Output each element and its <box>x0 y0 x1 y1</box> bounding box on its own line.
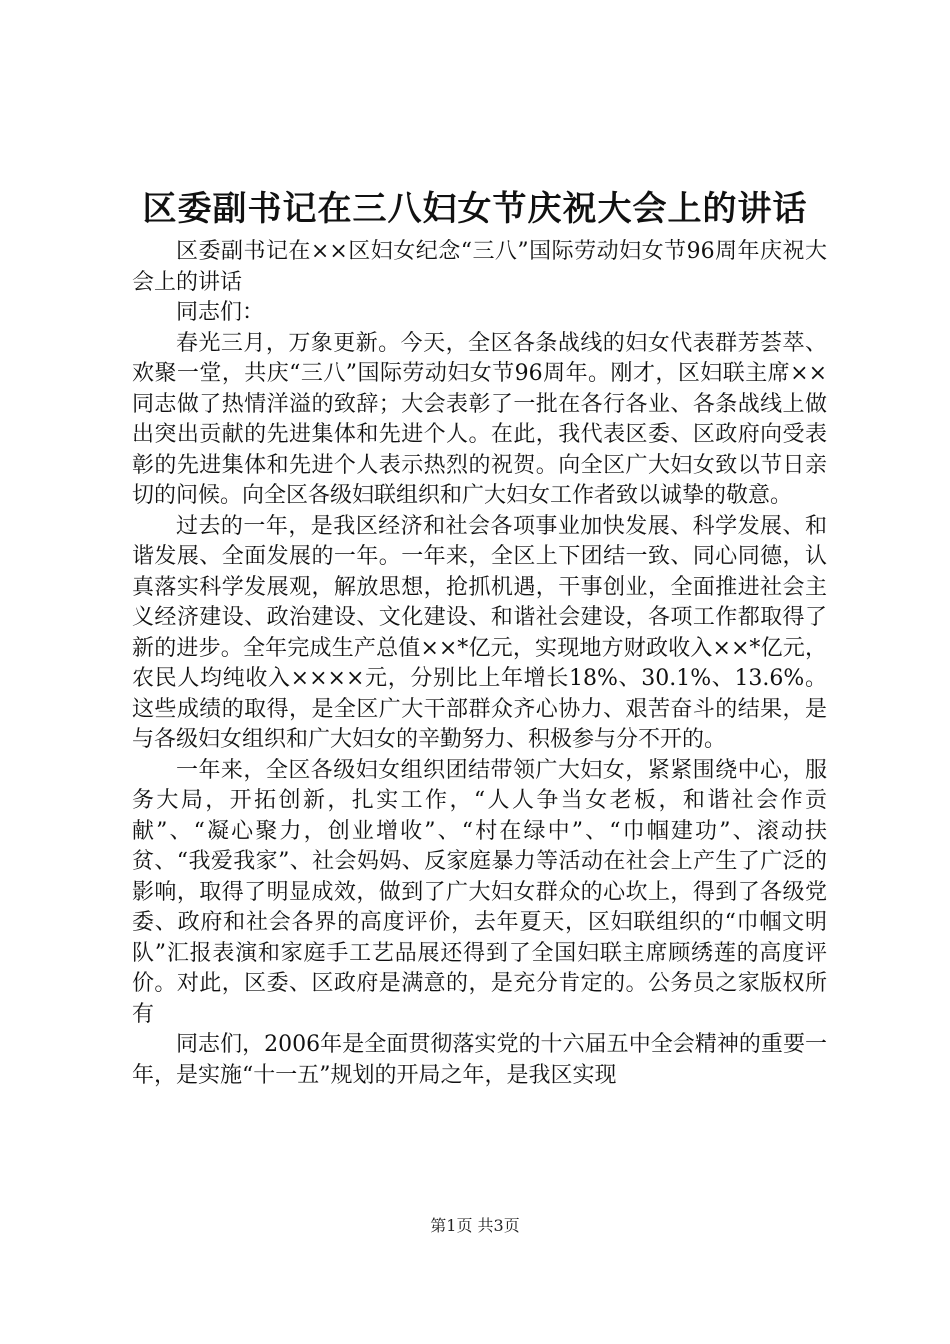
document-body <box>132 237 827 1091</box>
paragraph-past-year: 过去的一年，是我区经济和社会各项事业加快发展、科学发展、和谐发展、全面发展的一年。一年来，全区上下团结一致、同心同德，认真落实科学发展观，解放思想，抢抓机遇，干事创业，全面推进社会主义经济建设、政治建设、文化建设、和谐社会建设，各项工作都取得了新的进步。全年完成生产总值××*亿元，实现地方财政收入××*亿元，农民人均纯收入××××元，分别比上年增长18%、30.1%、13.6%。这些成绩的取得，是全区广大干部群众齐心协力、艰苦奋斗的结果，是与各级妇女组织和广大妇女的辛勤努力、积极参与分不开的。 <box>132 513 827 752</box>
document-title: 区委副书记在三八妇女节庆祝大会上的讲话 <box>142 189 808 229</box>
paragraph-achievements: 一年来，全区各级妇女组织团结带领广大妇女，紧紧围绕中心，服务大局，开拓创新，扎实工作，“人人争当女老板，和谐社会作贡献”、“凝心聚力，创业增收”、“村在绿中”、“巾帼建功”、滚动扶贫、“我爱我家”、社会妈妈、反家庭暴力等活动在社会上产生了广泛的影响，取得了明显成效，做到了广大妇女群众的心坎上，得到了各级党委、政府和社会各界的高度评价，去年夏天，区妇联组织的“巾帼文明队”汇报表演和家庭手工艺品展还得到了全国妇联主席顾绣莲的高度评价。对此，区委、区政府是满意的，是充分肯定的。公务员之家版权所有 <box>132 757 827 1027</box>
paragraph-opening: 春光三月，万象更新。今天，全区各条战线的妇女代表群芳荟萃、欢聚一堂，共庆“三八”国际劳动妇女节96周年。刚才，区妇联主席××同志做了热情洋溢的致辞；大会表彰了一批在各行各业、各条战线上做出突出贡献的先进集体和先进个人。在此，我代表区委、区政府向受表彰的先进集体和先进个人表示热烈的祝贺。向全区广大妇女致以节日亲切的问候。向全区各级妇联组织和广大妇女工作者致以诚挚的敬意。 <box>132 330 827 508</box>
paragraph-subtitle: 区委副书记在××区妇女纪念“三八”国际劳动妇女节96周年庆祝大会上的讲话 <box>132 239 827 295</box>
paragraph-2006: 同志们，2006年是全面贯彻落实党的十六届五中全会精神的重要一年，是实施“十一五”规划的开局之年，是我区实现 <box>132 1032 827 1088</box>
paragraph-salutation: 同志们： <box>176 300 265 325</box>
page-number: 第1页 共3页 <box>430 1216 520 1235</box>
